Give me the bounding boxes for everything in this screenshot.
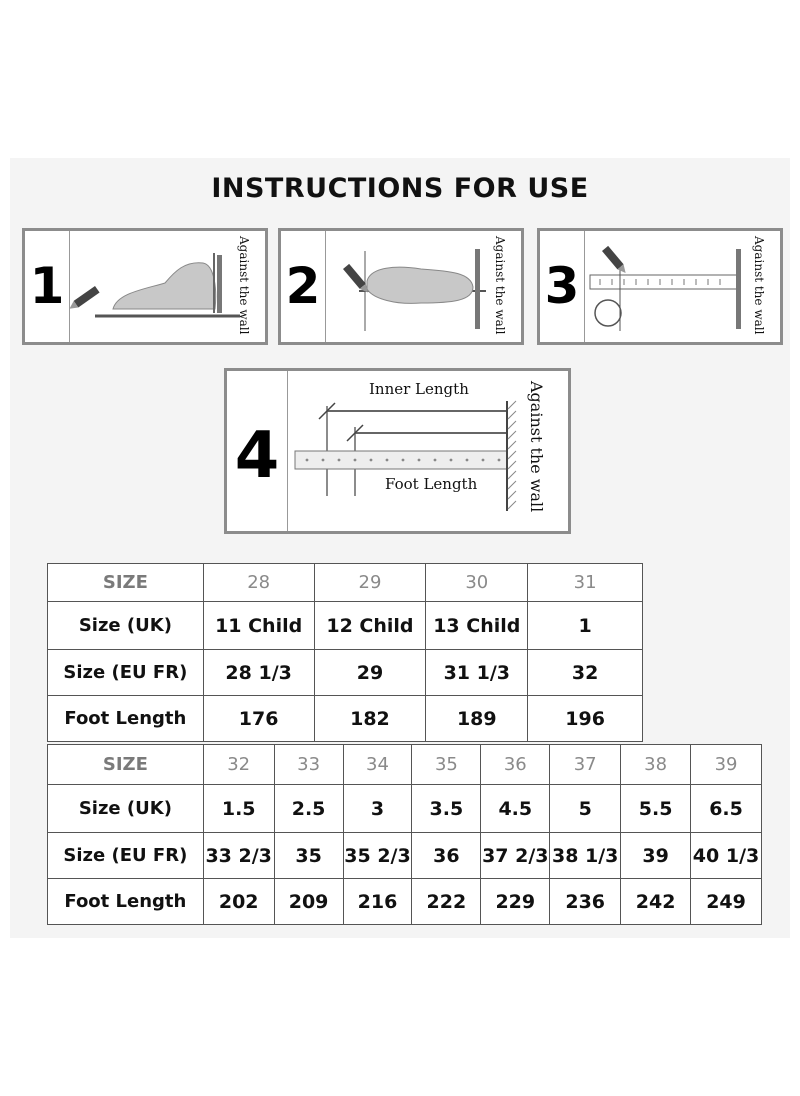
table-row [48,785,762,833]
row-label: Size (EU FR) [48,650,204,696]
table-cell: 31 [528,564,643,602]
foot-length-label: Foot Length [385,475,478,493]
table-row [48,564,643,602]
table-cell: 222 [412,879,481,925]
table-cell: 38 1/3 [550,833,621,879]
table-cell: 32 [203,745,274,785]
against-wall-label: Against the wall [527,381,546,513]
table-row [48,745,762,785]
table-cell: 34 [343,745,412,785]
table-cell: 13 Child [426,602,528,650]
table-cell: 28 1/3 [203,650,314,696]
row-label: Size (UK) [48,785,204,833]
table-cell: 38 [621,745,691,785]
table-cell: 229 [481,879,550,925]
row-label: Foot Length [48,696,204,742]
table-cell: 216 [343,879,412,925]
table-cell: 1 [528,602,643,650]
table-cell: 196 [528,696,643,742]
table-cell: 32 [528,650,643,696]
table-cell: 3.5 [412,785,481,833]
step-2-panel [278,228,524,345]
table-row [48,602,643,650]
step-number: 1 [29,257,65,315]
table-cell: 189 [426,696,528,742]
foot-side-illustration [25,231,265,342]
table-cell: 176 [203,696,314,742]
table-cell: 35 [412,745,481,785]
row-label: Size (UK) [48,602,204,650]
table-cell: 6.5 [691,785,762,833]
size-table-large [47,744,762,925]
table-cell: 236 [550,879,621,925]
table-cell: 1.5 [203,785,274,833]
against-wall-label: Against the wall [493,236,507,335]
table-cell: 35 [274,833,343,879]
table-cell: 37 [550,745,621,785]
table-row [48,650,643,696]
step-number: 4 [234,419,280,493]
table-cell: 5.5 [621,785,691,833]
against-wall-label: Against the wall [752,236,766,335]
row-label: Foot Length [48,879,204,925]
table-row [48,879,762,925]
table-cell: 182 [314,696,426,742]
page-title: INSTRUCTIONS FOR USE [211,173,589,204]
step-1-panel [22,228,268,345]
ruler-illustration [540,231,780,342]
table-cell: 242 [621,879,691,925]
step-number: 2 [285,257,321,315]
table-cell: 2.5 [274,785,343,833]
step-number: 3 [544,257,580,315]
table-cell: 31 1/3 [426,650,528,696]
inner-length-label: Inner Length [369,380,469,398]
table-cell: 202 [203,879,274,925]
table-cell: 30 [426,564,528,602]
table-row [48,696,643,742]
table-cell: 35 2/3 [343,833,412,879]
table-cell: 39 [621,833,691,879]
table-cell: 5 [550,785,621,833]
table-cell: 3 [343,785,412,833]
table-cell: 12 Child [314,602,426,650]
table-cell: 209 [274,879,343,925]
against-wall-label: Against the wall [237,236,251,335]
table-cell: 40 1/3 [691,833,762,879]
table-cell: 33 2/3 [203,833,274,879]
table-cell: 33 [274,745,343,785]
table-cell: 39 [691,745,762,785]
table-cell: 249 [691,879,762,925]
table-cell: 29 [314,564,426,602]
row-label: Size (EU FR) [48,833,204,879]
foot-top-illustration [281,231,521,342]
row-label: SIZE [48,745,204,785]
table-cell: 36 [412,833,481,879]
table-row [48,833,762,879]
table-cell: 29 [314,650,426,696]
row-label: SIZE [48,564,204,602]
table-cell: 28 [203,564,314,602]
table-cell: 4.5 [481,785,550,833]
step-3-panel [537,228,783,345]
table-cell: 11 Child [203,602,314,650]
step-4-panel [224,368,571,534]
table-cell: 37 2/3 [481,833,550,879]
size-table-small [47,563,643,742]
table-cell: 36 [481,745,550,785]
